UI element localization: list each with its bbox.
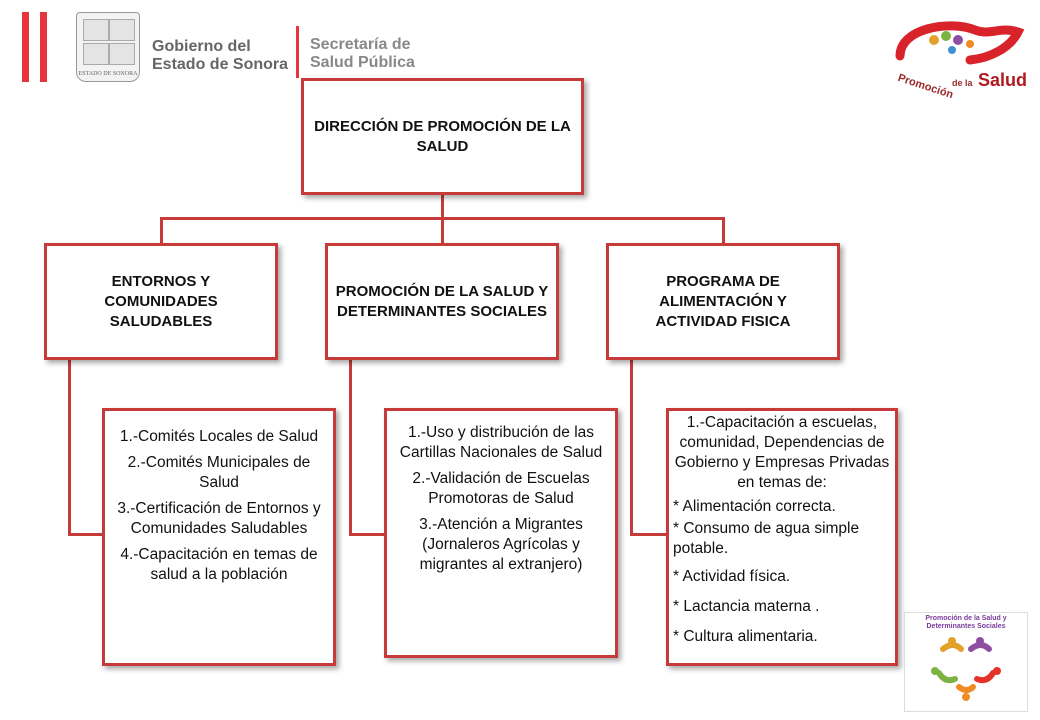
- determinantes-logo-text: Promoción de la Salud y Determinantes Sociales: [925, 615, 1007, 630]
- secretaria-line2: Salud Pública: [310, 54, 415, 71]
- list-item: 1.-Comités Locales de Salud: [119, 428, 319, 445]
- gobierno-line2: Estado de Sonora: [152, 56, 289, 73]
- gobierno-line1: Gobierno del: [152, 38, 251, 55]
- branch3-list-vertical: [630, 360, 633, 536]
- list-item: 1.-Uso y distribución de las Cartillas Nacionales de Salud: [399, 424, 603, 461]
- list-item: 2.-Comités Municipales de Salud: [127, 454, 311, 491]
- list-item: * Cultura alimentaria.: [673, 628, 818, 645]
- list-item: 1.-Capacitación a escuelas, comunidad, Dependencias de Gobierno y Empresas Privadas en temas de:: [674, 414, 890, 491]
- branch-title: PROGRAMA DE ALIMENTACIÓN Y ACTIVIDAD FISICA: [655, 272, 791, 330]
- branch-box-promocion: [325, 243, 559, 360]
- secretaria-logo-text: [310, 36, 470, 72]
- shield-caption: ESTADO DE SONORA: [78, 71, 138, 77]
- root-title: DIRECCIÓN DE PROMOCIÓN DE LA SALUD: [314, 117, 571, 155]
- promocion-logo-text3: Salud: [978, 70, 1028, 90]
- branch3-list-horizontal: [630, 533, 667, 536]
- branch1-list-horizontal: [68, 533, 104, 536]
- list-item: 4.-Capacitación en temas de salud a la población: [120, 546, 318, 583]
- branch-box-alimentacion: [606, 243, 840, 360]
- promocion-logo-text2: de la: [952, 78, 973, 88]
- root-box: [301, 78, 584, 195]
- gobierno-logo-text: [152, 38, 292, 74]
- branch2-list-horizontal: [349, 533, 386, 536]
- promocion-logo-text1: Promoción: [896, 72, 955, 102]
- list-item: * Consumo de agua simple potable.: [673, 520, 860, 557]
- list-item: * Lactancia materna .: [673, 598, 820, 615]
- branch-title: ENTORNOS Y COMUNIDADES SALUDABLES: [104, 272, 218, 330]
- header-red-bar-2: [40, 12, 47, 82]
- list-item: 3.-Certificación de Entornos y Comunidades Saludables: [117, 500, 321, 537]
- list-item: * Alimentación correcta.: [673, 498, 836, 515]
- secretaria-line1: Secretaría de: [310, 36, 411, 53]
- branch2-connector: [441, 217, 444, 244]
- branch-title: PROMOCIÓN DE LA SALUD Y DETERMINANTES SOCIALES: [335, 282, 549, 320]
- list-box-promocion: [384, 408, 618, 658]
- branch3-connector: [722, 217, 725, 244]
- promocion-salud-logo: [890, 18, 1030, 102]
- branch1-connector: [160, 217, 163, 244]
- list-item: 3.-Atención a Migrantes (Jornaleros Agrícolas y migrantes al extranjero): [419, 516, 583, 573]
- list-item: * Actividad física.: [673, 568, 791, 585]
- branch-box-entornos: [44, 243, 278, 360]
- list-item: 2.-Validación de Escuelas Promotoras de Salud: [412, 470, 590, 507]
- header-divider: [296, 26, 299, 78]
- branch1-list-vertical: [68, 360, 71, 536]
- determinantes-sociales-logo: [904, 612, 1028, 712]
- list-box-entornos: [102, 408, 336, 666]
- header-red-bar-1: [22, 12, 29, 82]
- sonora-shield-logo: [76, 12, 140, 82]
- branch2-list-vertical: [349, 360, 352, 536]
- list-box-alimentacion: [666, 408, 898, 666]
